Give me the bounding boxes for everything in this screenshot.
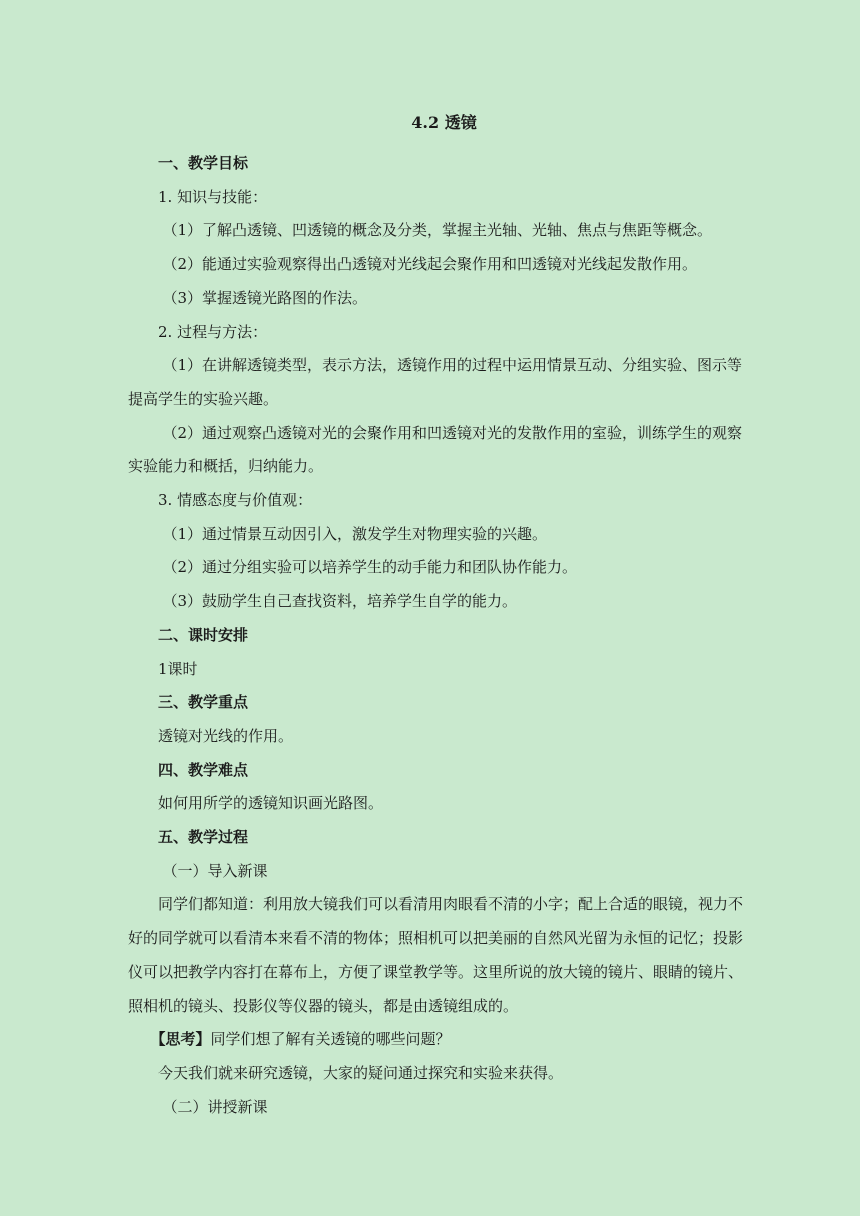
paragraph: 3. 情感态度与价值观： xyxy=(158,491,313,510)
section-heading: 五、教学过程 xyxy=(158,828,249,847)
paragraph: （2）能通过实验观察得出凸透镜对光线起会聚作用和凹透镜对光线起发散作用。 xyxy=(162,255,698,274)
section-heading: 二、课时安排 xyxy=(158,625,249,644)
paragraph: （一）导入新课 xyxy=(162,861,268,880)
document-body xyxy=(128,147,750,1124)
paragraph: 2. 过程与方法： xyxy=(158,322,268,341)
paragraph: 透镜对光线的作用。 xyxy=(158,726,294,745)
paragraph xyxy=(128,1023,750,1057)
paragraph: 1. 知识与技能： xyxy=(158,187,268,206)
think-label: 【思考】 xyxy=(150,1030,211,1049)
think-text: 同学们想了解有关透镜的哪些问题？ xyxy=(210,1030,451,1049)
paragraph: （3）掌握透镜光路图的作法。 xyxy=(162,288,368,307)
section-heading: 一、教学目标 xyxy=(158,154,249,172)
section-heading: 四、教学难点 xyxy=(158,760,249,779)
paragraph: （二）讲授新课 xyxy=(162,1097,268,1116)
paragraph: 如何用所学的透镜知识画光路图。 xyxy=(158,794,384,813)
paragraph: 同学们都知道：利用放大镜我们可以看清用肉眼看不清的小字；配上合适的眼镜，视力不好的同学就可以看清本来看不清的物体；照相机可以把美丽的自然风光留为永恒的记忆；投影仪可以把教学内容打在幕布上，方便了课堂教学等。这里所说的放大镜的镜片、眼睛的镜片、照相机的镜头、投影仪等仪器的镜头，都是由透镜组成的。 xyxy=(128,895,744,1015)
paragraph: （1）在讲解透镜类型，表示方法，透镜作用的过程中运用情景互动、分组实验、图示等提高学生的实验兴趣。 xyxy=(128,356,743,408)
paragraph: （1）通过情景互动因引入，激发学生对物理实验的兴趣。 xyxy=(162,524,548,543)
section-heading: 三、教学重点 xyxy=(158,693,249,712)
paragraph: 1课时 xyxy=(158,659,198,678)
paragraph: 今天我们就来研究透镜，大家的疑问通过探究和实验来获得。 xyxy=(158,1063,564,1082)
paragraph: （1）了解凸透镜、凹透镜的概念及分类，掌握主光轴、光轴、焦点与焦距等概念。 xyxy=(162,221,713,240)
paragraph: （2）通过分组实验可以培养学生的动手能力和团队协作能力。 xyxy=(162,558,578,577)
paragraph: （3）鼓励学生自己查找资料，培养学生自学的能力。 xyxy=(162,592,518,611)
paragraph: （2）通过观察凸透镜对光的会聚作用和凹透镜对光的发散作用的室验，训练学生的观察实验能力和概括，归纳能力。 xyxy=(128,423,743,476)
document-title: 4.2 透镜 xyxy=(411,113,477,132)
